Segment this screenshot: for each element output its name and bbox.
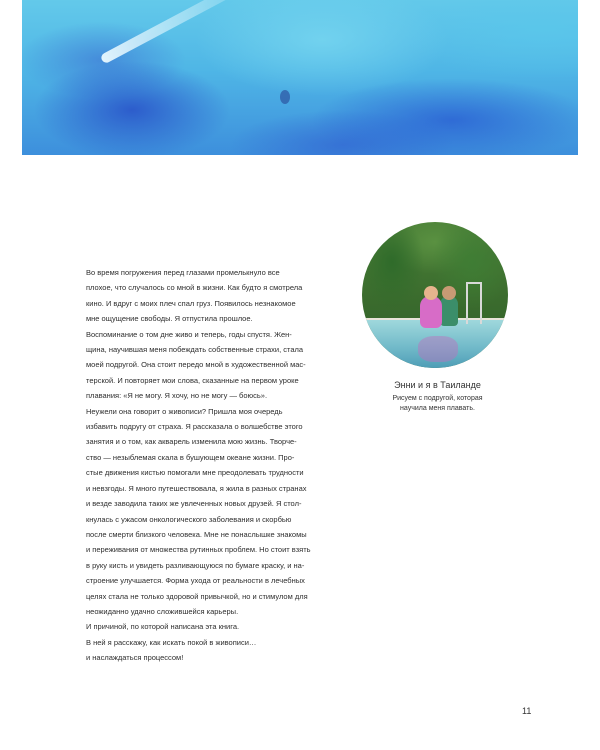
circular-photo-pool <box>362 222 508 368</box>
banner-speck <box>280 90 290 104</box>
photo-girl-head <box>424 286 438 300</box>
banner-light-streak <box>100 0 246 64</box>
photo-pool-ladder-rail <box>480 282 482 324</box>
photo-pool-ladder-top <box>466 282 482 284</box>
photo-caption-title: Энни и я в Таиланде <box>394 380 481 390</box>
photo-pool-ladder-rail <box>466 282 468 324</box>
photo-caption-text: Рисуем с подругой, которая научила меня плавать. <box>392 395 483 412</box>
photo-woman-figure <box>440 296 458 326</box>
photo-woman-head <box>442 286 456 300</box>
main-body-text: Во время погружения перед глазами промелькнуло все плохое, что случалось со мной в жизни. Как будто я смотрела кино. И вдруг с моих плеч спал груз. Появилось незнакомое мне ощущение свободы. Я отпустила прошлое. Воспоминание о том дне живо и теперь, годы спустя. Жен- щина, научившая меня побеждать собственные страхи, стала моей подругой. Она стоит передо мной в художественной мас- терской. И повторяет мои слова, сказанные на первом уроке плавания: «Я не могу. Я хочу, но не могу — боюсь». Неужели она говорит о живописи? Пришла моя очередь избавить подругу от страха. Я рассказала о волшебстве этого занятия и о том, как акварель изменила мою жизнь. Творче- ство — незыблемая скала в бушующем океане жизни. Про- стые движения кистью помогали мне преодолевать трудности и невзгоды. Я много путешествовала, я жила в разных странах и везде заводила таких же увлеченных новых друзей. Я стол- кнулась с ужасом онкологического заболевания и скорбью после смерти близкого человека. Мне не понаслышке знакомы и переживания от множества рутинных проблем. Но стоит взять в руку кисть и увидеть разливающуюся по бумаге краску, и на- строение улучшается. Форма ухода от реальности в лечебных целях стала не только здоровой привычкой, но и стимулом для неожиданно удачно сложившейся карьеры. И причиной, по которой написана эта книга. В ней я расскажу, как искать покой в живописи… и наслаждаться процессом! <box>86 268 311 663</box>
photo-water-reflection <box>418 336 458 362</box>
photo-girl-figure <box>420 296 442 328</box>
page-number: 11 <box>522 706 532 716</box>
watercolor-banner-image <box>22 0 578 155</box>
